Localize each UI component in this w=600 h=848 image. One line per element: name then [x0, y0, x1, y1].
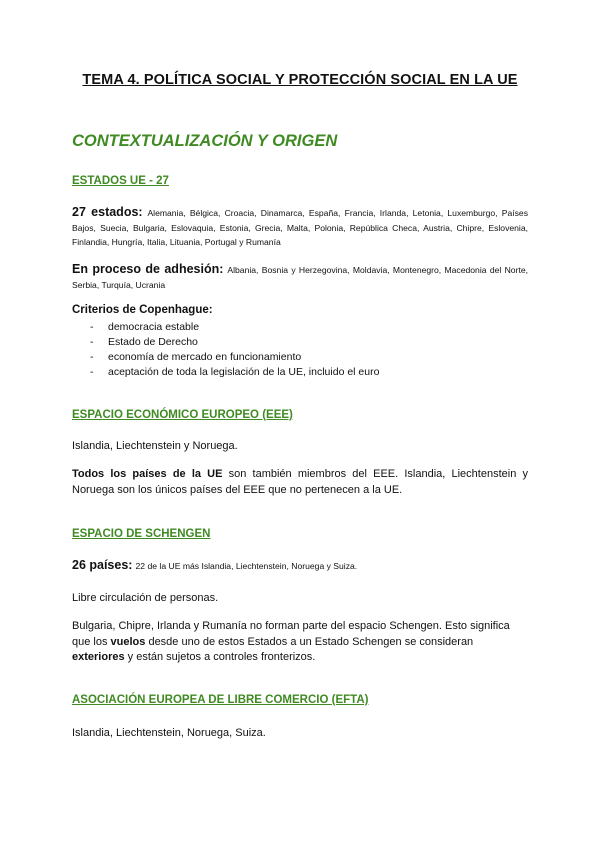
schengen-count-lead: 26 países:	[72, 558, 133, 572]
schengen-count	[72, 558, 357, 574]
schengen-free-movement: Libre circulación de personas.	[72, 592, 219, 604]
eu-members-paragraph	[72, 205, 528, 250]
list-item: - economía de mercado en funcionamiento	[90, 351, 302, 363]
list-item: - aceptación de toda la legislación de la UE, incluido el euro	[90, 366, 380, 378]
list-item: - democracia estable	[90, 321, 200, 333]
copenhagen-criteria-list	[72, 320, 379, 380]
accession-list: Albania, Bosnia y Herzegovina, Moldavia, Montenegro, Macedonia del Norte, Serbia, Turquía, Ucrania	[72, 265, 529, 290]
accession-paragraph	[72, 262, 528, 292]
list-item: - Estado de Derecho	[90, 336, 198, 348]
eee-paragraph	[72, 467, 528, 498]
eu-members-list: Alemania, Bélgica, Croacia, Dinamarca, España, Francia, Irlanda, Letonia, Luxemburgo, Países Bajos, Suecia, Bulgaria, Eslovaquia, Estonia, Grecia, Malta, Polonia, República Checa, Austria, Chipre, Eslovenia, Finlandia, Hungría, Italia, Lituania, Portugal y Rumanía	[72, 208, 529, 247]
document-title: TEMA 4. POLÍTICA SOCIAL Y PROTECCIÓN SOCIAL EN LA UE	[82, 72, 518, 88]
eee-paragraph-text: son también miembros del EEE. Islandia, Liechtenstein y Noruega son los únicos países del EEE que no pertenecen a la UE.	[72, 468, 528, 496]
eee-paragraph-bold: Todos los países de la UE	[72, 468, 223, 480]
schengen-bold-vuelos: vuelos	[110, 635, 146, 648]
heading-eu27: ESTADOS UE - 27	[72, 175, 169, 187]
schengen-bold-exteriores: exteriores	[72, 651, 125, 663]
accession-lead: En proceso de adhesión:	[72, 262, 224, 276]
schengen-count-detail: 22 de la UE más Islandia, Liechtenstein, Noruega y Suiza.	[135, 561, 358, 571]
schengen-paragraph: Bulgaria, Chipre, Irlanda y Rumanía no forman parte del espacio Schengen. Esto significa que los vuelos desde uno de estos Estados a un Estado Schengen se consideran exteriores y están sujetos a controles fronterizos.	[72, 620, 510, 663]
eee-countries: Islandia, Liechtenstein y Noruega.	[72, 440, 238, 452]
copenhagen-criteria-heading: Criterios de Copenhague:	[72, 304, 213, 316]
eu-members-lead: 27 estados:	[72, 205, 143, 219]
heading-eee: ESPACIO ECONÓMICO EUROPEO (EEE)	[72, 409, 293, 421]
heading-schengen: ESPACIO DE SCHENGEN	[72, 528, 211, 540]
section-title: CONTEXTUALIZACIÓN Y ORIGEN	[72, 132, 338, 150]
heading-efta: ASOCIACIÓN EUROPEA DE LIBRE COMERCIO (EFTA)	[72, 694, 369, 706]
efta-countries: Islandia, Liechtenstein, Noruega, Suiza.	[72, 727, 266, 739]
